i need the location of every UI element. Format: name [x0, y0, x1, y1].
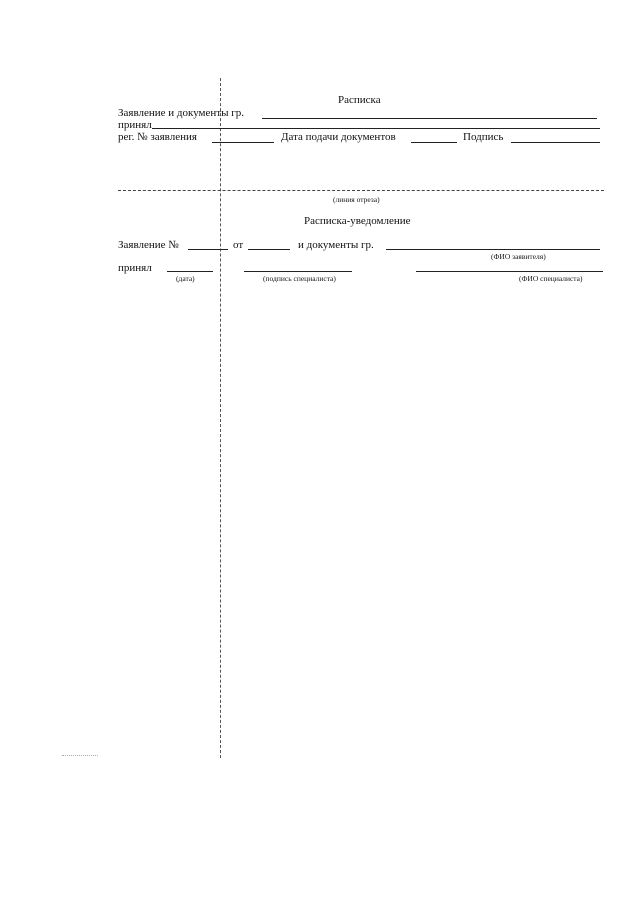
receipt-line1-label: Заявление и документы гр. [118, 107, 244, 119]
notice-applicant-field[interactable] [386, 249, 600, 250]
notice-date-caption: (дата) [176, 274, 195, 283]
receipt-reg-label: рег. № заявления [118, 131, 197, 143]
receipt-sign-field[interactable] [511, 142, 600, 143]
notice-from-date-field[interactable] [248, 249, 290, 250]
notice-specialist-field[interactable] [416, 271, 603, 272]
receipt-reg-field[interactable] [212, 142, 274, 143]
receipt-sign-label: Подпись [463, 131, 504, 143]
receipt-line2-label: принял [118, 119, 152, 131]
receipt-date-label: Дата подачи документов [281, 131, 396, 143]
notice-app-no-label: Заявление № [118, 239, 179, 251]
receipt-accepted-field[interactable] [152, 128, 600, 129]
vertical-cut-line [220, 78, 221, 758]
notice-from-label: от [233, 239, 244, 251]
notice-title: Расписка-уведомление [304, 215, 411, 227]
receipt-date-field[interactable] [411, 142, 457, 143]
receipt-applicant-field[interactable] [262, 118, 597, 119]
receipt-title: Расписка [338, 94, 381, 106]
horizontal-cut-line [118, 190, 604, 191]
notice-date-field[interactable] [167, 271, 213, 272]
cut-line-caption: (линия отреза) [333, 195, 380, 204]
notice-applicant-caption: (ФИО заявителя) [491, 252, 546, 261]
notice-signature-field[interactable] [244, 271, 352, 272]
scan-mark [62, 755, 98, 760]
notice-signature-caption: (подпись специалиста) [263, 274, 336, 283]
notice-app-no-field[interactable] [188, 249, 228, 250]
notice-accepted-label: принял [118, 262, 152, 274]
notice-specialist-caption: (ФИО специалиста) [519, 274, 583, 283]
notice-docs-label: и документы гр. [298, 239, 374, 251]
